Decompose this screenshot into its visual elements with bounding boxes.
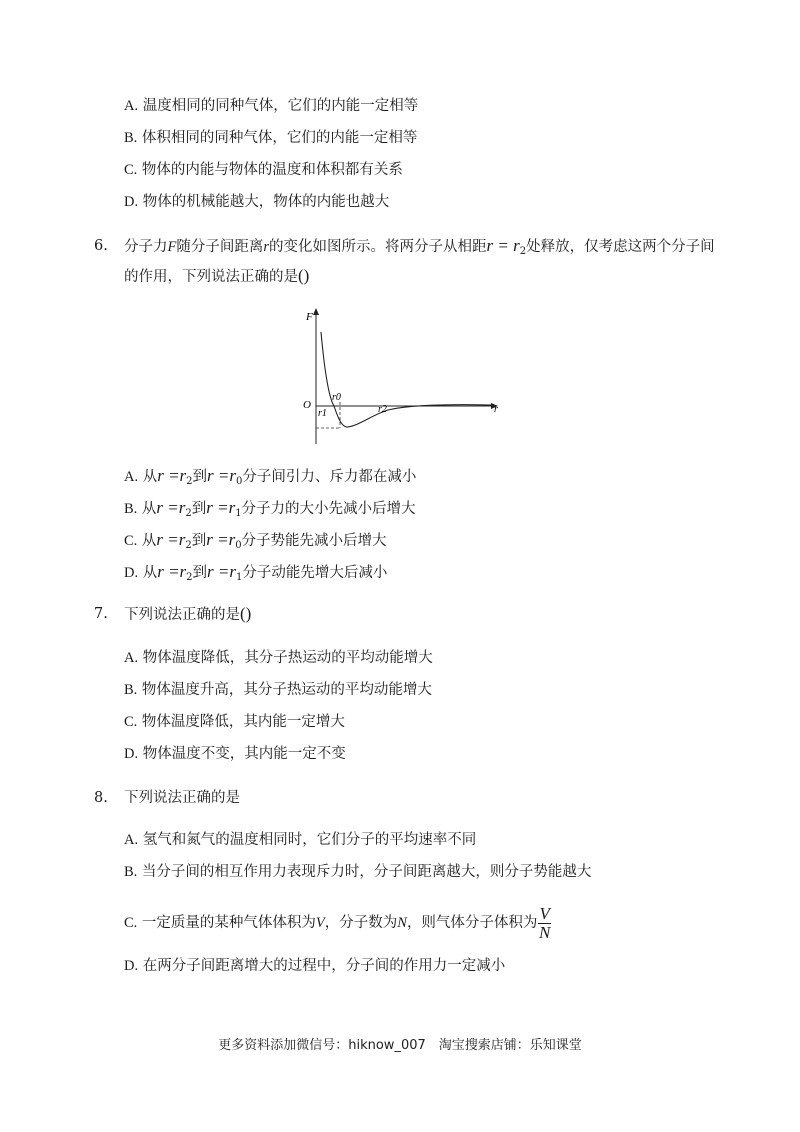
r1-label: r1 [318, 408, 327, 419]
q6-force-distance-figure [296, 306, 506, 448]
q6-stem-line2: 的作用，下列说法正确的是() [124, 266, 310, 285]
q8-option-c: C. 一定质量的某种气体体积为V，分子数为N，则气体分子体积为 $\frac{V}{N}$ [124, 904, 551, 942]
r0-label: r0 [332, 392, 341, 403]
q5-option-a: A. 温度相同的同种气体，它们的内能一定相等 [124, 98, 419, 114]
q7-option-b: B. 物体温度升高，其分子热运动的平均动能增大 [124, 682, 432, 698]
q6-option-c: C. 从$r =r_2$到$r =r_0$分子势能先减小后增大 [124, 530, 387, 551]
q8-option-a: A. 氢气和氮气的温度相同时，它们分子的平均速率不同 [124, 832, 477, 848]
q5-option-c: C. 物体的内能与物体的温度和体积都有关系 [124, 162, 403, 178]
q7-option-d: D. 物体温度不变，其内能一定不变 [124, 746, 346, 762]
q8-number: 8. [94, 790, 108, 806]
x-axis-label: r [494, 404, 498, 415]
q7-number: 7. [94, 606, 108, 622]
y-axis-label: F [306, 311, 313, 323]
r2-label: r2 [378, 404, 387, 415]
q8-stem: 下列说法正确的是 [124, 790, 240, 806]
q5-option-d: D. 物体的机械能越大，物体的内能也越大 [124, 194, 390, 210]
y-axis-arrow [313, 308, 319, 315]
volume-fraction: $\frac{V}{N}$ [538, 904, 551, 942]
q8-option-d: D. 在两分子间距离增大的过程中，分子间的作用力一定减小 [124, 958, 506, 974]
q7-option-a: A. 物体温度降低，其分子热运动的平均动能增大 [124, 650, 433, 666]
q6-option-b: B. 从$r =r_2$到$r =r_1$分子力的大小先减小后增大 [124, 498, 416, 519]
q8-option-b: B. 当分子间的相互作用力表现斥力时，分子间距离越大，则分子势能越大 [124, 864, 592, 880]
q7-option-c: C. 物体温度降低，其内能一定增大 [124, 714, 345, 730]
q6-option-d: D. 从$r =r_2$到$r =r_1$分子动能先增大后减小 [124, 562, 388, 583]
force-curve [321, 332, 492, 427]
q6-stem-line1: 分子力F随分子间距离r的变化如图所示。将两分子从相距$r = r_2$处释放，仅考虑这两个分子间 [124, 236, 715, 257]
q5-option-b: B. 体积相同的同种气体，它们的内能一定相等 [124, 130, 418, 146]
q6-option-a: A. 从$r =r_2$到$r =r_0$分子间引力、斥力都在减小 [124, 466, 417, 487]
q6-number: 6. [94, 238, 108, 254]
q7-stem: 下列说法正确的是() [124, 604, 252, 623]
page-footer: 更多资料添加微信号：hiknow_007 淘宝搜索店铺：乐知课堂 [218, 1038, 582, 1053]
origin-label: O [303, 399, 311, 411]
